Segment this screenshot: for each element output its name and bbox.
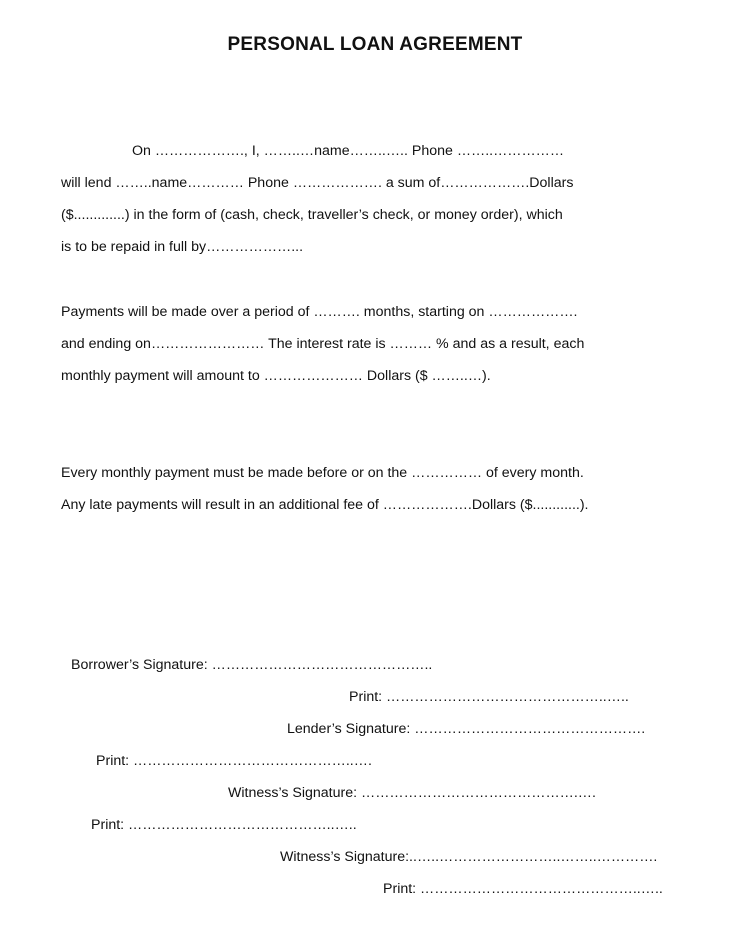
witness2-print-line: Print: ………………………………………..….. xyxy=(383,881,663,897)
paragraph3-line1: Every monthly payment must be made before or on the …………… of every month. xyxy=(61,465,584,481)
paragraph1-line3: ($.............) in the form of (cash, check, traveller’s check, or money order), which xyxy=(61,207,563,223)
borrower-signature-line: Borrower’s Signature: ……………………………………….. xyxy=(71,657,433,673)
paragraph2-line1: Payments will be made over a period of ………. months, starting on ………………. xyxy=(61,304,578,320)
lender-print-line: Print: ………………………………………..…. xyxy=(96,753,372,769)
paragraph1-line1: On ………………., I, ……..…name……..….. Phone ……..…………… xyxy=(132,143,565,159)
witness2-signature-line: Witness’s Signature:..…..……………………..……..…………. xyxy=(280,849,658,865)
paragraph1-line4: is to be repaid in full by………………... xyxy=(61,239,304,255)
borrower-print-line: Print: ………………………………………..….. xyxy=(349,689,629,705)
witness1-signature-line: Witness’s Signature: ……………………………………….…. xyxy=(228,785,596,801)
witness1-print-line: Print: ……………………………………..….. xyxy=(91,817,357,833)
page-title: PERSONAL LOAN AGREEMENT xyxy=(227,34,523,55)
paragraph1-line2: will lend ……..name………… Phone ………………. a sum of……………….Dollars xyxy=(61,175,574,191)
lender-signature-line: Lender’s Signature: …………………………………………. xyxy=(287,721,646,737)
paragraph2-line2: and ending on…………………… The interest rate is ……… % and as a result, each xyxy=(61,336,585,352)
paragraph2-line3: monthly payment will amount to ………………… Dollars ($ ……..…). xyxy=(61,368,491,384)
paragraph3-line2: Any late payments will result in an additional fee of ……………….Dollars ($............). xyxy=(61,497,589,513)
